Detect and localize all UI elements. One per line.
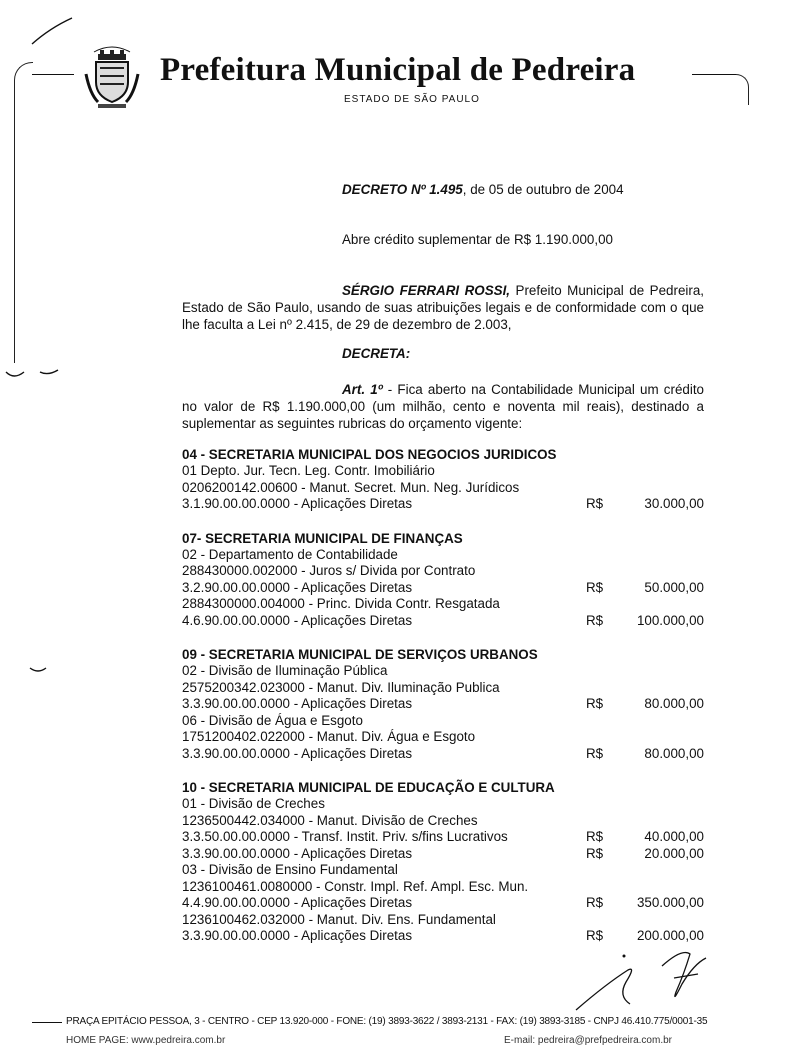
line-desc: 3.3.90.00.00.0000 - Aplicações Diretas (182, 845, 413, 861)
margin-mark (4, 364, 60, 384)
line-desc: 01 - Divisão de Creches (182, 796, 325, 811)
budget-line (182, 829, 704, 846)
line-amount (632, 879, 704, 896)
decree-date: , de 05 de outubro de 2004 (462, 182, 624, 197)
page-title: Prefeitura Municipal de Pedreira (160, 52, 636, 88)
line-amount (632, 813, 704, 830)
line-desc: 1236100462.032000 - Manut. Div. Ens. Fundamental (182, 911, 496, 927)
budget-line (182, 912, 704, 929)
budget-line (182, 680, 704, 697)
line-amount: 40.000,00 (644, 829, 704, 844)
line-amount (632, 480, 704, 497)
budget-line (182, 862, 704, 879)
line-amount (632, 912, 704, 929)
budget-list (182, 446, 704, 945)
line-amount (632, 563, 704, 580)
budget-section (182, 646, 704, 762)
line-desc: 3.2.90.00.00.0000 - Aplicações Diretas (182, 579, 413, 595)
budget-line (182, 547, 704, 564)
line-desc: 02 - Departamento de Contabilidade (182, 546, 398, 562)
page-subtitle: ESTADO DE SÃO PAULO (344, 94, 480, 105)
section-title: 04 - SECRETARIA MUNICIPAL DOS NEGOCIOS JURIDICOS (182, 447, 557, 462)
budget-line (182, 713, 704, 730)
line-currency (586, 596, 632, 613)
footer-address: PRAÇA EPITÁCIO PESSOA, 3 - CENTRO - CEP 13.920-000 - FONE: (19) 3893-3622 / 3893-2131 - FAX: (19) 3893-3185 - CNPJ 46.410.775/0001-35 (66, 1016, 708, 1027)
budget-section (182, 530, 704, 630)
decree-number: DECRETO Nº 1.495 (342, 182, 463, 197)
line-currency (586, 713, 632, 730)
pen-stroke (30, 16, 76, 46)
line-desc: 1236500442.034000 - Manut. Divisão de Creches (182, 812, 478, 828)
line-amount: 200.000,00 (636, 928, 704, 943)
budget-line (182, 746, 704, 763)
budget-line (182, 613, 704, 630)
budget-line (182, 928, 704, 945)
line-desc: 03 - Divisão de Ensino Fundamental (182, 862, 398, 877)
section-title: 10 - SECRETARIA MUNICIPAL DE EDUCAÇÃO E CULTURA (182, 780, 555, 795)
line-currency: R$ (586, 928, 604, 943)
decreta-heading: DECRETA: (342, 346, 411, 361)
budget-line (182, 846, 704, 863)
budget-line (182, 463, 704, 480)
budget-line (182, 496, 704, 513)
line-amount (632, 680, 704, 697)
footer-homepage-link[interactable]: HOME PAGE: www.pedreira.com.br (66, 1035, 226, 1046)
line-amount: 20.000,00 (644, 845, 704, 861)
budget-line (182, 796, 704, 813)
line-desc: 3.3.50.00.00.0000 - Transf. Instit. Priv. s/fins Lucrativos (182, 829, 508, 844)
line-currency (586, 547, 632, 564)
article-text: - Fica aberto na Contabilidade Municipal um crédito no valor de R$ 1.190.000,00 (um milhão, cento e noventa mil reais), destinado a suplementar as seguintes rubricas do orçamento vigente: (182, 382, 704, 431)
budget-line (182, 580, 704, 597)
budget-section (182, 446, 704, 513)
city-crest-icon (84, 44, 140, 114)
budget-line (182, 596, 704, 613)
line-amount: 50.000,00 (644, 579, 704, 595)
budget-line (182, 696, 704, 713)
line-currency (586, 680, 632, 697)
line-currency (586, 729, 632, 746)
line-amount (632, 547, 704, 564)
line-desc: 3.3.90.00.00.0000 - Aplicações Diretas (182, 696, 413, 711)
line-amount (632, 596, 704, 613)
line-currency (586, 879, 632, 896)
footer-rule (32, 1022, 62, 1023)
section-title: 07- SECRETARIA MUNICIPAL DE FINANÇAS (182, 530, 463, 546)
budget-line (182, 663, 704, 680)
line-currency: R$ (586, 829, 604, 844)
line-desc: 2575200342.023000 - Manut. Div. Iluminação Publica (182, 679, 500, 695)
line-desc: 0206200142.00600 - Manut. Secret. Mun. Neg. Jurídicos (182, 479, 520, 495)
footer-email-link[interactable]: E-mail: pedreira@prefpedreira.com.br (504, 1035, 672, 1046)
budget-line (182, 813, 704, 830)
article-1-paragraph (182, 381, 704, 432)
line-currency: R$ (586, 612, 604, 628)
budget-line (182, 563, 704, 580)
line-currency: R$ (586, 895, 604, 910)
line-desc: 4.6.90.00.00.0000 - Aplicações Diretas (182, 612, 413, 628)
page-frame-right (736, 74, 749, 105)
mayor-name: SÉRGIO FERRARI ROSSI, (342, 283, 511, 298)
line-currency (586, 813, 632, 830)
preamble-paragraph (182, 282, 704, 333)
line-amount (632, 862, 704, 879)
line-desc: 4.4.90.00.00.0000 - Aplicações Diretas (182, 895, 413, 910)
decree-summary: Abre crédito suplementar de R$ 1.190.000,00 (342, 232, 613, 247)
line-currency (586, 796, 632, 813)
line-currency: R$ (586, 696, 604, 711)
section-title: 09 - SECRETARIA MUNICIPAL DE SERVIÇOS URBANOS (182, 647, 538, 662)
budget-line (182, 729, 704, 746)
line-amount (632, 729, 704, 746)
line-currency (586, 912, 632, 929)
line-amount: 80.000,00 (644, 745, 704, 761)
preamble-text: Prefeito Municipal de Pedreira, Estado de São Paulo, usando de suas atribuições legais e de conformidade com o que lhe faculta a Lei nº 2.415, de 29 de dezembro de 2.003, (182, 283, 704, 332)
line-currency: R$ (586, 496, 604, 511)
decree-heading (342, 182, 624, 197)
line-amount (632, 713, 704, 730)
header-rule-right (692, 74, 736, 75)
line-amount: 100.000,00 (636, 612, 704, 628)
budget-line (182, 895, 704, 912)
line-amount (632, 663, 704, 680)
budget-line (182, 480, 704, 497)
header-rule-left (32, 74, 74, 75)
line-desc: 02 - Divisão de Iluminação Pública (182, 663, 388, 678)
line-currency (586, 862, 632, 879)
line-currency: R$ (586, 579, 604, 595)
line-currency (586, 463, 632, 480)
line-desc: 288430000.002000 - Juros s/ Divida por Contrato (182, 563, 476, 578)
line-amount: 30.000,00 (644, 496, 704, 511)
line-currency (586, 480, 632, 497)
margin-mark-2 (28, 664, 48, 676)
line-desc: 1751200402.022000 - Manut. Div. Água e Esgoto (182, 729, 476, 744)
line-currency: R$ (586, 745, 604, 761)
line-desc: 3.3.90.00.00.0000 - Aplicações Diretas (182, 745, 413, 761)
line-desc: 3.3.90.00.00.0000 - Aplicações Diretas (182, 928, 413, 943)
article-label: Art. 1º (342, 382, 383, 397)
line-desc: 1236100461.0080000 - Constr. Impl. Ref. Ampl. Esc. Mun. (182, 878, 529, 894)
line-desc: 01 Depto. Jur. Tecn. Leg. Contr. Imobiliário (182, 463, 435, 478)
line-currency (586, 663, 632, 680)
page-frame-left (14, 62, 33, 363)
line-desc: 3.1.90.00.00.0000 - Aplicações Diretas (182, 496, 413, 511)
line-amount: 80.000,00 (644, 696, 704, 711)
line-amount (632, 463, 704, 480)
line-desc: 06 - Divisão de Água e Esgoto (182, 712, 363, 728)
line-currency (586, 563, 632, 580)
line-amount (632, 796, 704, 813)
line-amount: 350.000,00 (636, 895, 704, 910)
line-currency: R$ (586, 845, 604, 861)
signature-initials (566, 944, 716, 1020)
budget-line (182, 879, 704, 896)
line-desc: 2884300000.004000 - Princ. Divida Contr. Resgatada (182, 596, 500, 611)
budget-section (182, 779, 704, 945)
